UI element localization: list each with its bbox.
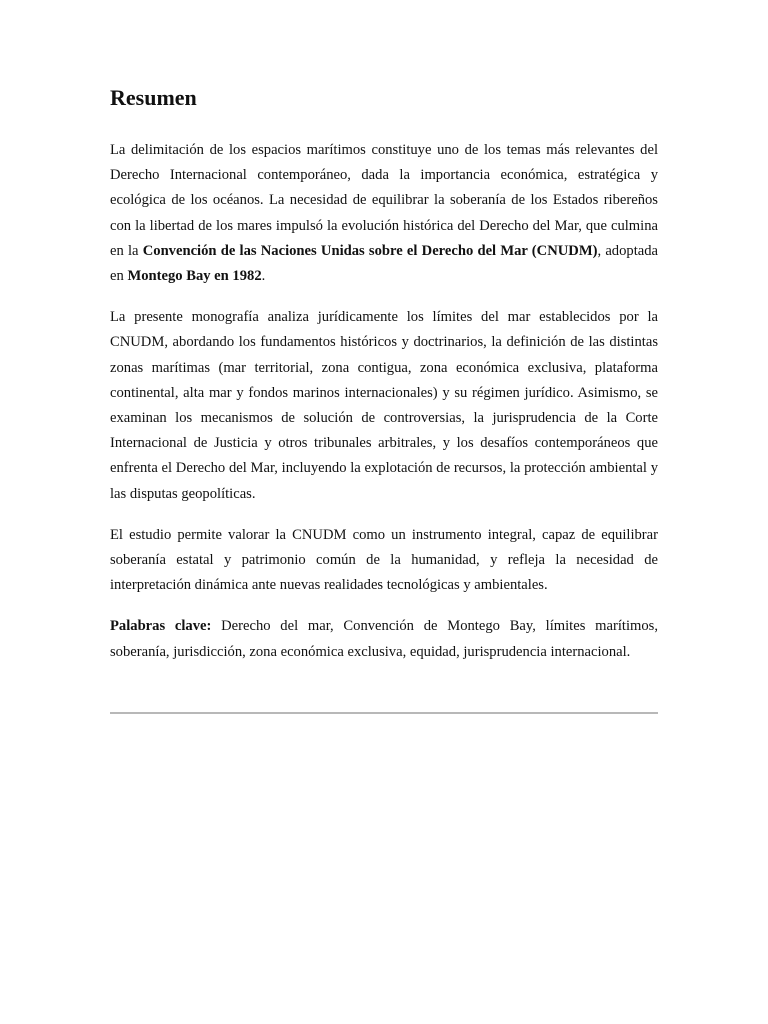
document-body: [110, 84, 658, 665]
abstract-paragraph-2: La presente monografía analiza jurídicamente los límites del mar establecidos por la CNUDM, abordando los fundamentos históricos y doctrinarios, la definición de las distintas zonas marítimas (mar territorial, zona contigua, zona económica exclusiva, plataforma continental, alta mar y fondos marinos internacionales) y su régimen jurídico. Asimismo, se examinan los mecanismos de solución de controversias, la jurisprudencia de la Corte Internacional de Justicia y otros tribunales arbitrales, y los desafíos contemporáneos que enfrenta el Derecho del Mar, incluyendo la explotación de recursos, la protección ambiental y las disputas geopolíticas.: [110, 309, 658, 502]
abstract-paragraph-3: El estudio permite valorar la CNUDM como un instrumento integral, capaz de equilibrar soberanía estatal y patrimonio común de la humanidad, y refleja la necesidad de interpretación dinámica ante nuevas realidades tecnológicas y ambientales.: [110, 526, 658, 594]
paragraph-1-text-a: La delimitación de los espacios marítimos constituye uno de los temas más relevantes del Derecho Internacional contemporáneo, dada la importancia económica, estratégica y ecológica de los océanos. La necesidad de equilibrar la soberanía de los Estados ribereños con la libertad de los mares impulsó la evolución histórica del Derecho del Mar, que culmina en la: [110, 142, 658, 259]
page-title: Resumen: [110, 85, 197, 110]
horizontal-divider: [110, 712, 658, 714]
paragraph-1-bold-convention: Convención de las Naciones Unidas sobre el Derecho del Mar (CNUDM): [142, 242, 598, 259]
abstract-paragraph-1: [110, 138, 658, 289]
paragraph-1-text-c: .: [261, 268, 266, 285]
keywords-paragraph: [110, 614, 658, 664]
keywords-label: Palabras clave:: [110, 618, 212, 635]
paragraph-1-text-b: , adoptada en: [110, 242, 658, 285]
keywords-text: Derecho del mar, Convención de Montego Bay, límites marítimos, soberanía, jurisdicción, zona económica exclusiva, equidad, jurisprudencia internacional.: [110, 618, 658, 660]
paragraph-1-bold-montego: Montego Bay en 1982: [127, 268, 262, 285]
